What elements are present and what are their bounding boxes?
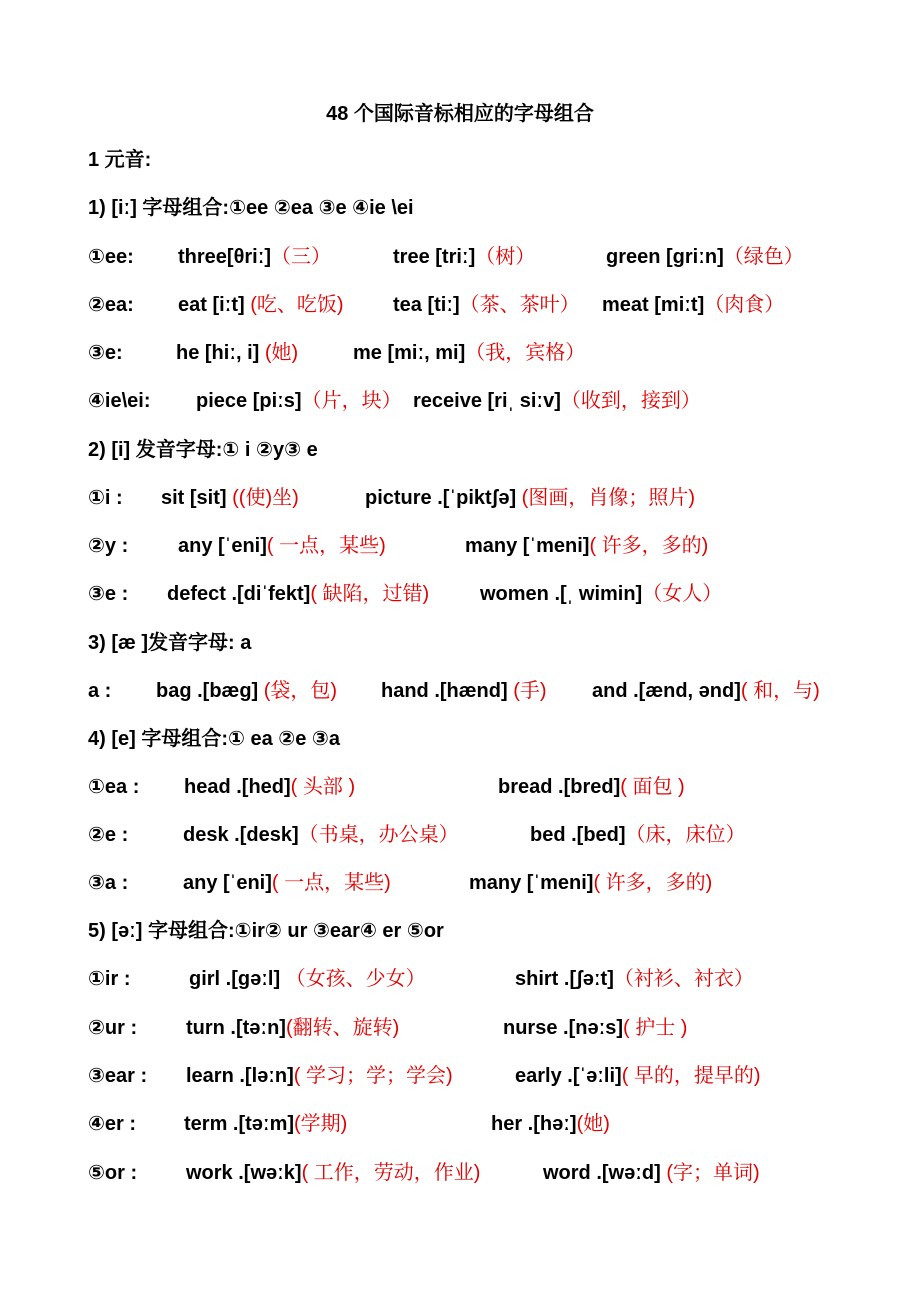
example-word xyxy=(161,481,299,515)
word-phonetic: eat [iːt] xyxy=(178,294,245,316)
letter-combination: a : xyxy=(88,680,112,702)
word-meaning: ( 一点，某些) xyxy=(271,872,391,894)
word-meaning: ( 学习；学；学会) xyxy=(293,1065,453,1087)
word-meaning: （书桌，办公桌） xyxy=(298,824,459,846)
word-phonetic: three[θriː] xyxy=(178,246,272,268)
example-word xyxy=(184,1107,347,1141)
section-heading: 1 元音: xyxy=(88,149,152,171)
word-meaning: (字；单词) xyxy=(660,1162,760,1184)
word-phonetic: tree [triː] xyxy=(393,246,476,268)
word-phonetic: tea [tiː] xyxy=(393,294,460,316)
letter-combination: ③ear : xyxy=(88,1065,148,1087)
word-phonetic: bag .[bæg] xyxy=(156,680,259,702)
letter-combination: ③e : xyxy=(88,583,129,605)
example-word xyxy=(178,240,331,274)
example-word xyxy=(178,529,386,563)
example-word xyxy=(186,1059,453,1093)
word-meaning: (她) xyxy=(259,342,299,364)
letter-combination: ②y : xyxy=(88,535,129,557)
word-meaning: （茶、茶叶） xyxy=(459,294,580,316)
example-word xyxy=(381,674,547,708)
word-phonetic: women .[ˌ wimin] xyxy=(480,583,643,605)
document-title: 48 个国际音标相应的字母组合 xyxy=(326,103,594,125)
example-word xyxy=(515,962,754,996)
example-word xyxy=(183,818,459,852)
word-phonetic: receive [riˌ siːv] xyxy=(413,390,561,412)
word-meaning: （女孩、少女） xyxy=(280,968,426,990)
letter-combination: ①ee: xyxy=(88,246,134,268)
word-phonetic: desk .[desk] xyxy=(183,824,299,846)
word-meaning: (图画，肖像；照片) xyxy=(516,487,696,509)
word-phonetic: and .[ænd, ənd] xyxy=(592,680,741,702)
word-meaning: ( 许多，多的) xyxy=(593,872,713,894)
word-phonetic: girl .[gəːl] xyxy=(189,968,281,990)
example-word xyxy=(592,674,820,708)
word-phonetic: head .[hed] xyxy=(184,776,291,798)
word-meaning: （女人） xyxy=(642,583,723,605)
word-phonetic: term .[təːm] xyxy=(184,1113,295,1135)
word-phonetic: he [hiː, i] xyxy=(176,342,260,364)
word-meaning: （我，宾格） xyxy=(465,342,586,364)
word-meaning: ( 面包 ) xyxy=(620,776,685,798)
word-meaning: (她) xyxy=(576,1113,610,1135)
example-word xyxy=(196,384,402,418)
word-phonetic: picture .[ˈpiktʃə] xyxy=(365,487,517,509)
word-meaning: （肉食） xyxy=(704,294,785,316)
word-phonetic: bed .[bed] xyxy=(530,824,626,846)
word-phonetic: shirt .[ʃəːt] xyxy=(515,968,614,990)
word-meaning: ( 缺陷，过错) xyxy=(310,583,430,605)
word-meaning: （床，床位） xyxy=(625,824,746,846)
word-meaning: ((使)坐) xyxy=(226,487,299,509)
word-phonetic: learn .[ləːn] xyxy=(186,1065,294,1087)
letter-combination: ①ir : xyxy=(88,968,131,990)
word-meaning: ( 早的，提早的) xyxy=(621,1065,761,1087)
phoneme-heading: 3) [æ ]发音字母: a xyxy=(88,632,252,654)
word-phonetic: word .[wəːd] xyxy=(543,1162,661,1184)
word-phonetic: nurse .[nəːs] xyxy=(503,1017,624,1039)
letter-combination: ②ea: xyxy=(88,294,134,316)
word-meaning: （三） xyxy=(271,246,332,268)
example-word xyxy=(480,577,722,611)
word-phonetic: work .[wəːk] xyxy=(186,1162,302,1184)
example-word xyxy=(353,336,585,370)
example-word xyxy=(186,1156,480,1190)
example-word xyxy=(167,577,429,611)
phoneme-heading: 2) [i] 发音字母:① i ②y③ e xyxy=(88,439,318,461)
word-meaning: (翻转、旋转) xyxy=(285,1017,400,1039)
letter-combination: ④er : xyxy=(88,1113,137,1135)
word-phonetic: many [ˈmeni] xyxy=(465,535,590,557)
word-meaning: (学期) xyxy=(294,1113,348,1135)
word-phonetic: green [griːn] xyxy=(606,246,724,268)
example-word xyxy=(413,384,701,418)
word-meaning: ( 工作，劳动，作业) xyxy=(301,1162,481,1184)
word-meaning: ( 一点，某些) xyxy=(266,535,386,557)
letter-combination: ⑤or : xyxy=(88,1162,138,1184)
word-meaning: ( 护士 ) xyxy=(623,1017,688,1039)
word-phonetic: many [ˈmeni] xyxy=(469,872,594,894)
example-word xyxy=(189,962,426,996)
example-word xyxy=(491,1107,610,1141)
letter-combination: ②e : xyxy=(88,824,129,846)
letter-combination: ③a : xyxy=(88,872,129,894)
example-word xyxy=(465,529,708,563)
word-meaning: （片，块） xyxy=(301,390,402,412)
example-word xyxy=(469,866,712,900)
example-word xyxy=(186,1011,399,1045)
word-phonetic: hand .[hænd] xyxy=(381,680,508,702)
example-word xyxy=(178,288,344,322)
word-meaning: （绿色） xyxy=(723,246,804,268)
word-meaning: ( 和，与) xyxy=(740,680,820,702)
word-meaning: （收到，接到） xyxy=(560,390,701,412)
word-phonetic: any [ˈeni] xyxy=(183,872,272,894)
letter-combination: ②ur : xyxy=(88,1017,138,1039)
example-word xyxy=(393,240,535,274)
example-word xyxy=(498,770,685,804)
word-phonetic: meat [miːt] xyxy=(602,294,705,316)
example-word xyxy=(606,240,804,274)
word-meaning: (袋，包) xyxy=(258,680,338,702)
word-phonetic: piece [piːs] xyxy=(196,390,302,412)
word-phonetic: sit [sit] xyxy=(161,487,227,509)
word-phonetic: turn .[təːn] xyxy=(186,1017,286,1039)
word-meaning: （衬衫、衬衣） xyxy=(613,968,754,990)
example-word xyxy=(184,770,355,804)
letter-combination: ③e: xyxy=(88,342,123,364)
letter-combination: ①i : xyxy=(88,487,123,509)
word-phonetic: any [ˈeni] xyxy=(178,535,267,557)
phoneme-heading: 5) [əː] 字母组合:①ir② ur ③ear④ er ⑤or xyxy=(88,920,444,942)
example-word xyxy=(176,336,298,370)
word-phonetic: her .[həː] xyxy=(491,1113,577,1135)
word-meaning: ( 许多，多的) xyxy=(589,535,709,557)
phoneme-heading: 4) [e] 字母组合:① ea ②e ③a xyxy=(88,728,340,750)
example-word xyxy=(393,288,580,322)
word-phonetic: me [miː, mi] xyxy=(353,342,466,364)
word-phonetic: bread .[bred] xyxy=(498,776,621,798)
phoneme-heading: 1) [iː] 字母组合:①ee ②ea ③e ④ie \ei xyxy=(88,197,414,219)
example-word xyxy=(503,1011,687,1045)
word-meaning: （树） xyxy=(475,246,536,268)
example-word xyxy=(543,1156,760,1190)
example-word xyxy=(183,866,391,900)
word-phonetic: defect .[diˈfekt] xyxy=(167,583,311,605)
word-phonetic: early .[ˈəːli] xyxy=(515,1065,622,1087)
example-word xyxy=(515,1059,761,1093)
example-word xyxy=(156,674,337,708)
word-meaning: (手) xyxy=(507,680,547,702)
example-word xyxy=(530,818,746,852)
word-meaning: (吃、吃饭) xyxy=(244,294,344,316)
example-word xyxy=(602,288,784,322)
letter-combination: ①ea : xyxy=(88,776,140,798)
letter-combination: ④ie\ei: xyxy=(88,390,151,412)
word-meaning: ( 头部 ) xyxy=(290,776,356,798)
example-word xyxy=(365,481,695,515)
